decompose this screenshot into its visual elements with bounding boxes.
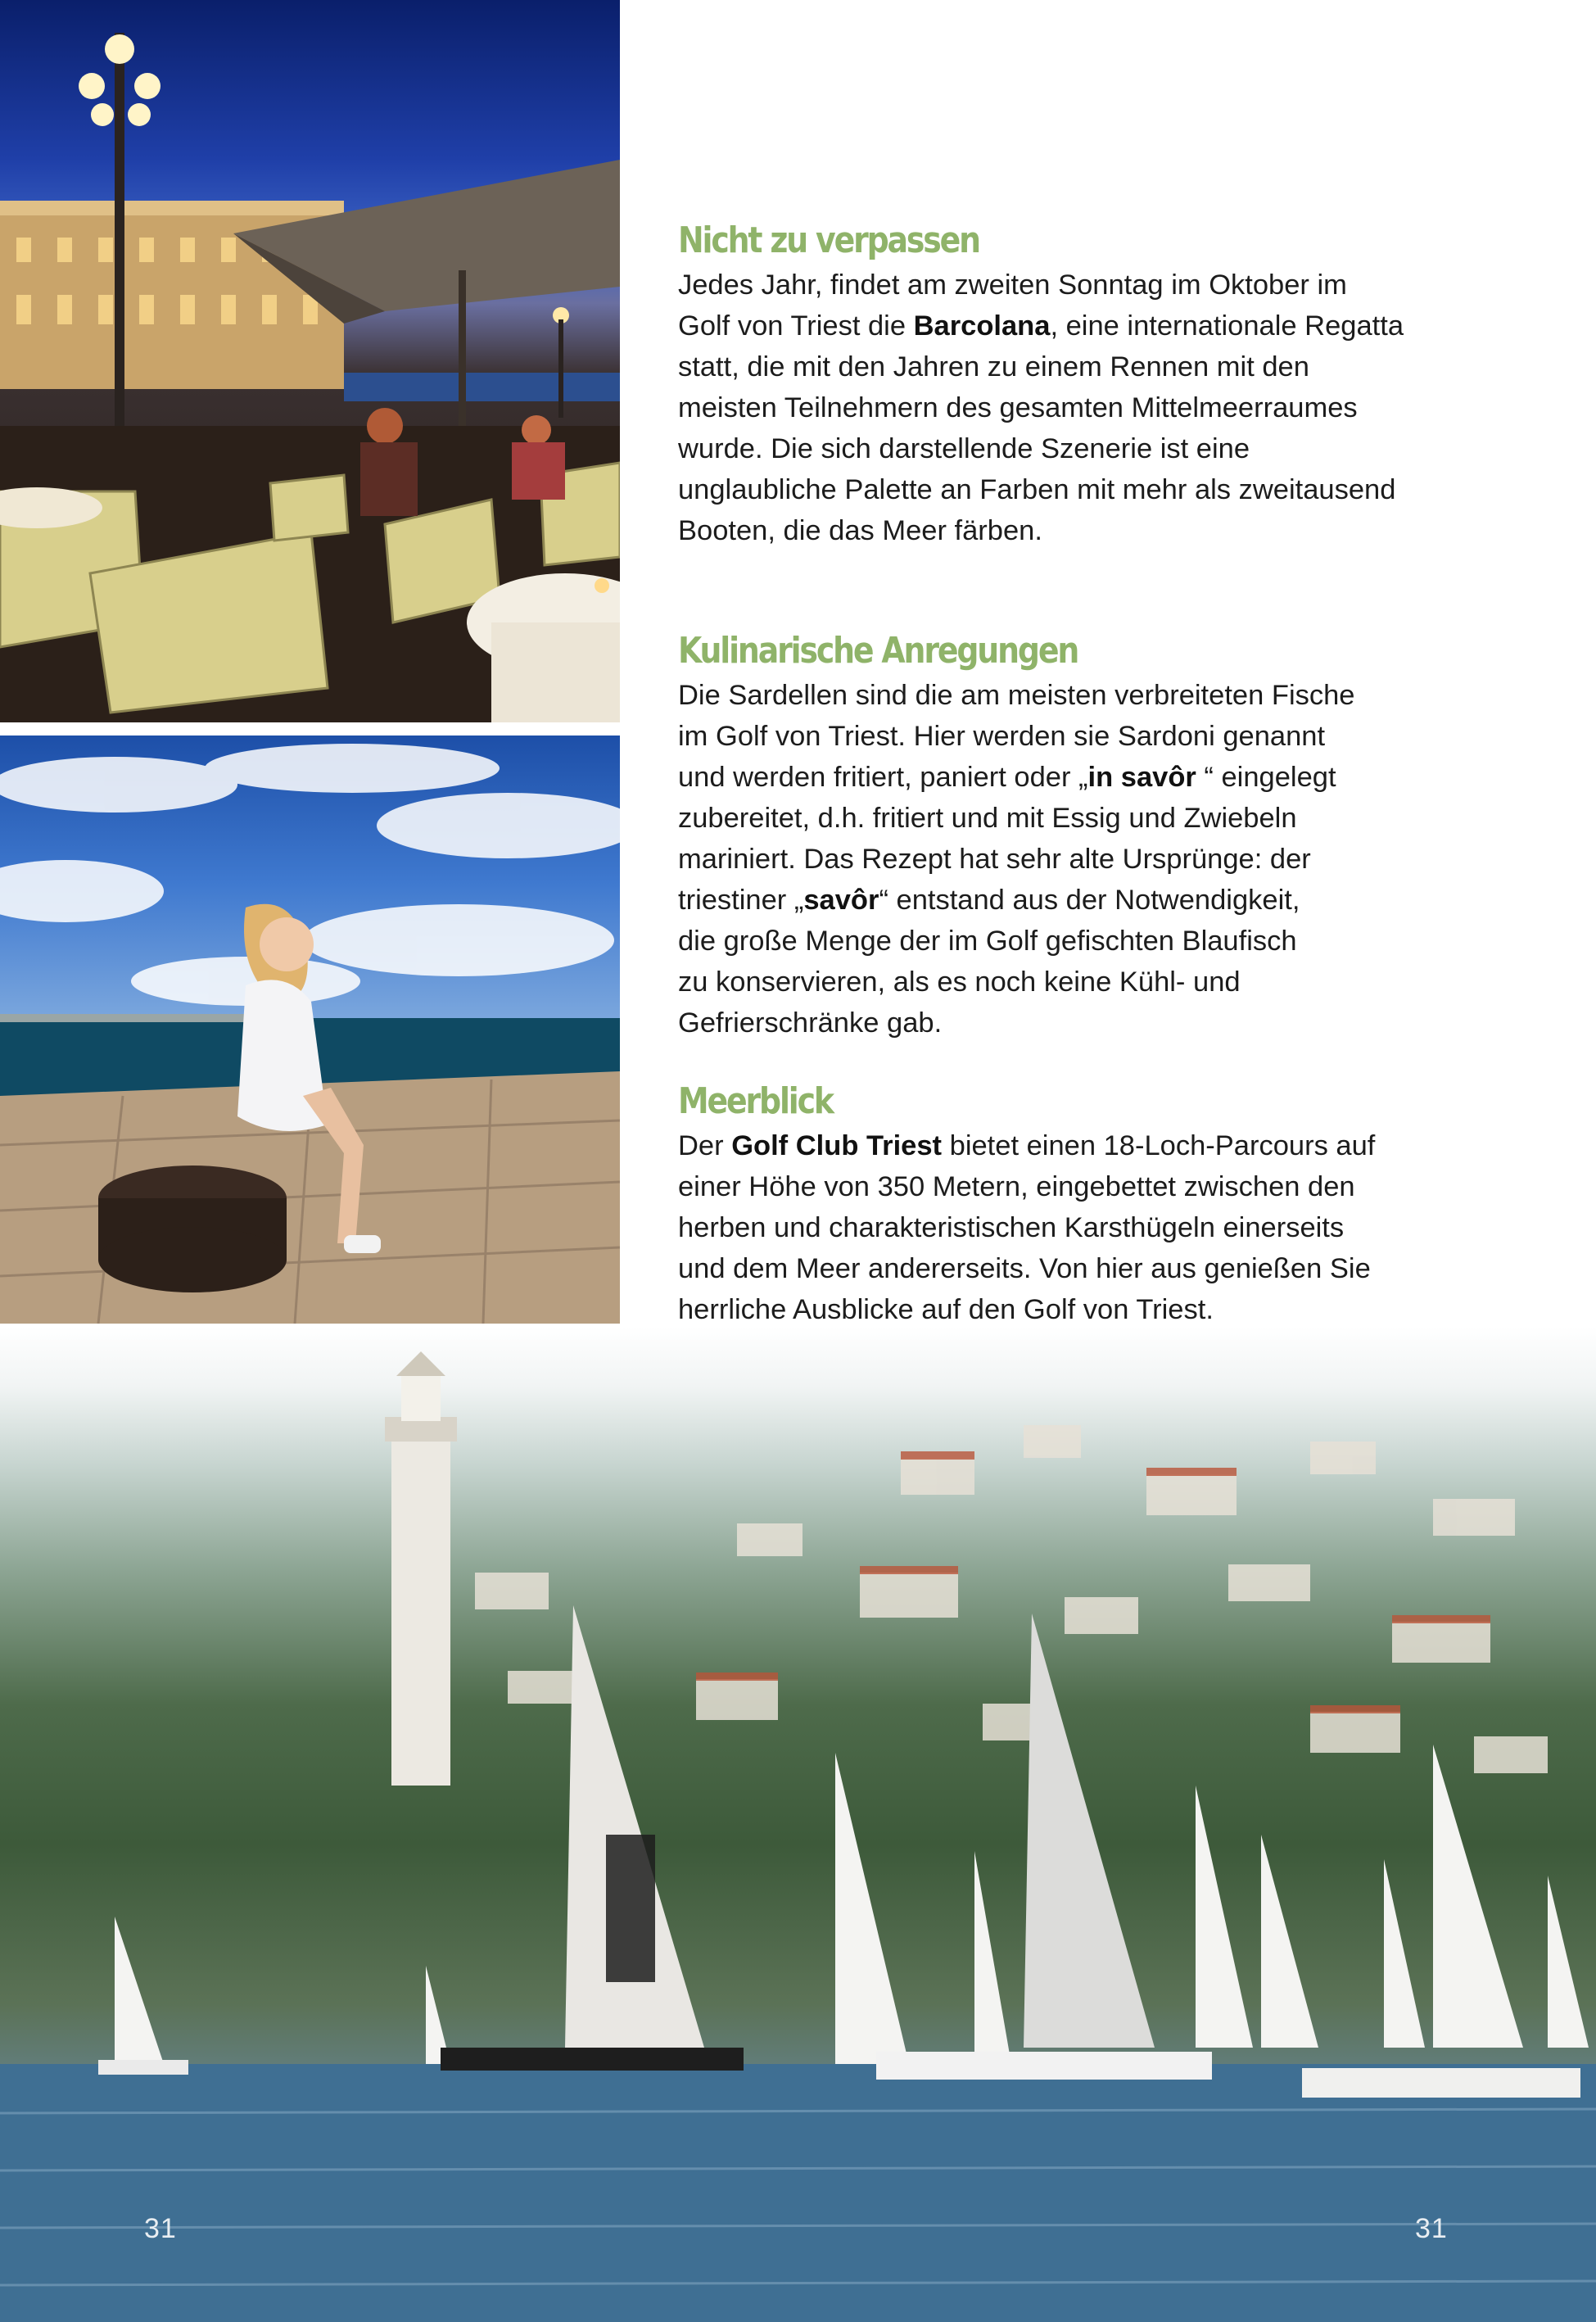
text-line: und dem Meer andererseits. Von hier aus genießen Sie	[678, 1253, 1371, 1284]
pier-scene-illustration	[0, 736, 620, 1324]
section-body	[678, 1125, 1546, 1330]
text-line: Golf von Triest die Barcolana, eine internationale Regatta	[678, 310, 1404, 342]
regatta-scene-illustration	[0, 1327, 1596, 2322]
savor-emphasis: savôr	[803, 885, 879, 916]
in-savor-emphasis: in savôr	[1087, 762, 1196, 793]
text-line: zubereitet, d.h. fritiert und mit Essig und Zwiebeln	[678, 803, 1297, 834]
photo-girl-on-pier	[0, 736, 620, 1324]
text-line: die große Menge der im Golf gefischten Blaufisch	[678, 926, 1297, 957]
section-body	[678, 675, 1546, 1043]
text-line: triestiner „savôr“ entstand aus der Notwendigkeit,	[678, 885, 1300, 916]
section-meerblick	[678, 1080, 1546, 1330]
photo-evening-cafe	[0, 0, 620, 722]
section-nicht-zu-verpassen	[678, 219, 1546, 551]
text-line: einer Höhe von 350 Metern, eingebettet zwischen den	[678, 1171, 1355, 1202]
text-line: mariniert. Das Rezept hat sehr alte Ursprünge: der	[678, 844, 1311, 875]
section-heading: Meerblick	[678, 1080, 833, 1122]
cafe-scene-illustration	[0, 0, 620, 722]
golf-club-emphasis: Golf Club Triest	[731, 1130, 943, 1161]
text-line: Booten, die das Meer färben.	[678, 515, 1042, 546]
text-line: herben und charakteristischen Karsthügeln einerseits	[678, 1212, 1345, 1243]
page-number-left: 31	[144, 2213, 177, 2244]
text-line: Gefrierschränke gab.	[678, 1007, 943, 1039]
text-line: und werden fritiert, paniert oder „in savôr “ eingelegt	[678, 762, 1336, 793]
text-line: unglaubliche Palette an Farben mit mehr als zweitausend	[678, 474, 1396, 505]
text-line: Jedes Jahr, findet am zweiten Sonntag im Oktober im	[678, 269, 1347, 301]
barcolana-emphasis: Barcolana	[913, 310, 1051, 342]
photo-regatta	[0, 1327, 1596, 2322]
text-line: zu konservieren, als es noch keine Kühl- und	[678, 966, 1241, 998]
page-number-right: 31	[1415, 2213, 1448, 2244]
text-line: Die Sardellen sind die am meisten verbreiteten Fische	[678, 680, 1355, 711]
section-heading: Nicht zu verpassen	[678, 220, 979, 261]
text-line: herrliche Ausblicke auf den Golf von Triest.	[678, 1294, 1214, 1325]
text-line: Der Golf Club Triest bietet einen 18-Loch-Parcours auf	[678, 1130, 1376, 1161]
text-line: wurde. Die sich darstellende Szenerie ist eine	[678, 433, 1250, 464]
section-heading: Kulinarische Anregungen	[678, 630, 1078, 672]
text-line: statt, die mit den Jahren zu einem Rennen mit den	[678, 351, 1309, 382]
text-line: im Golf von Triest. Hier werden sie Sardoni genannt	[678, 721, 1326, 752]
text-line: meisten Teilnehmern des gesamten Mittelmeerraumes	[678, 392, 1358, 423]
section-kulinarische-anregungen	[678, 629, 1546, 1043]
section-body	[678, 265, 1546, 551]
